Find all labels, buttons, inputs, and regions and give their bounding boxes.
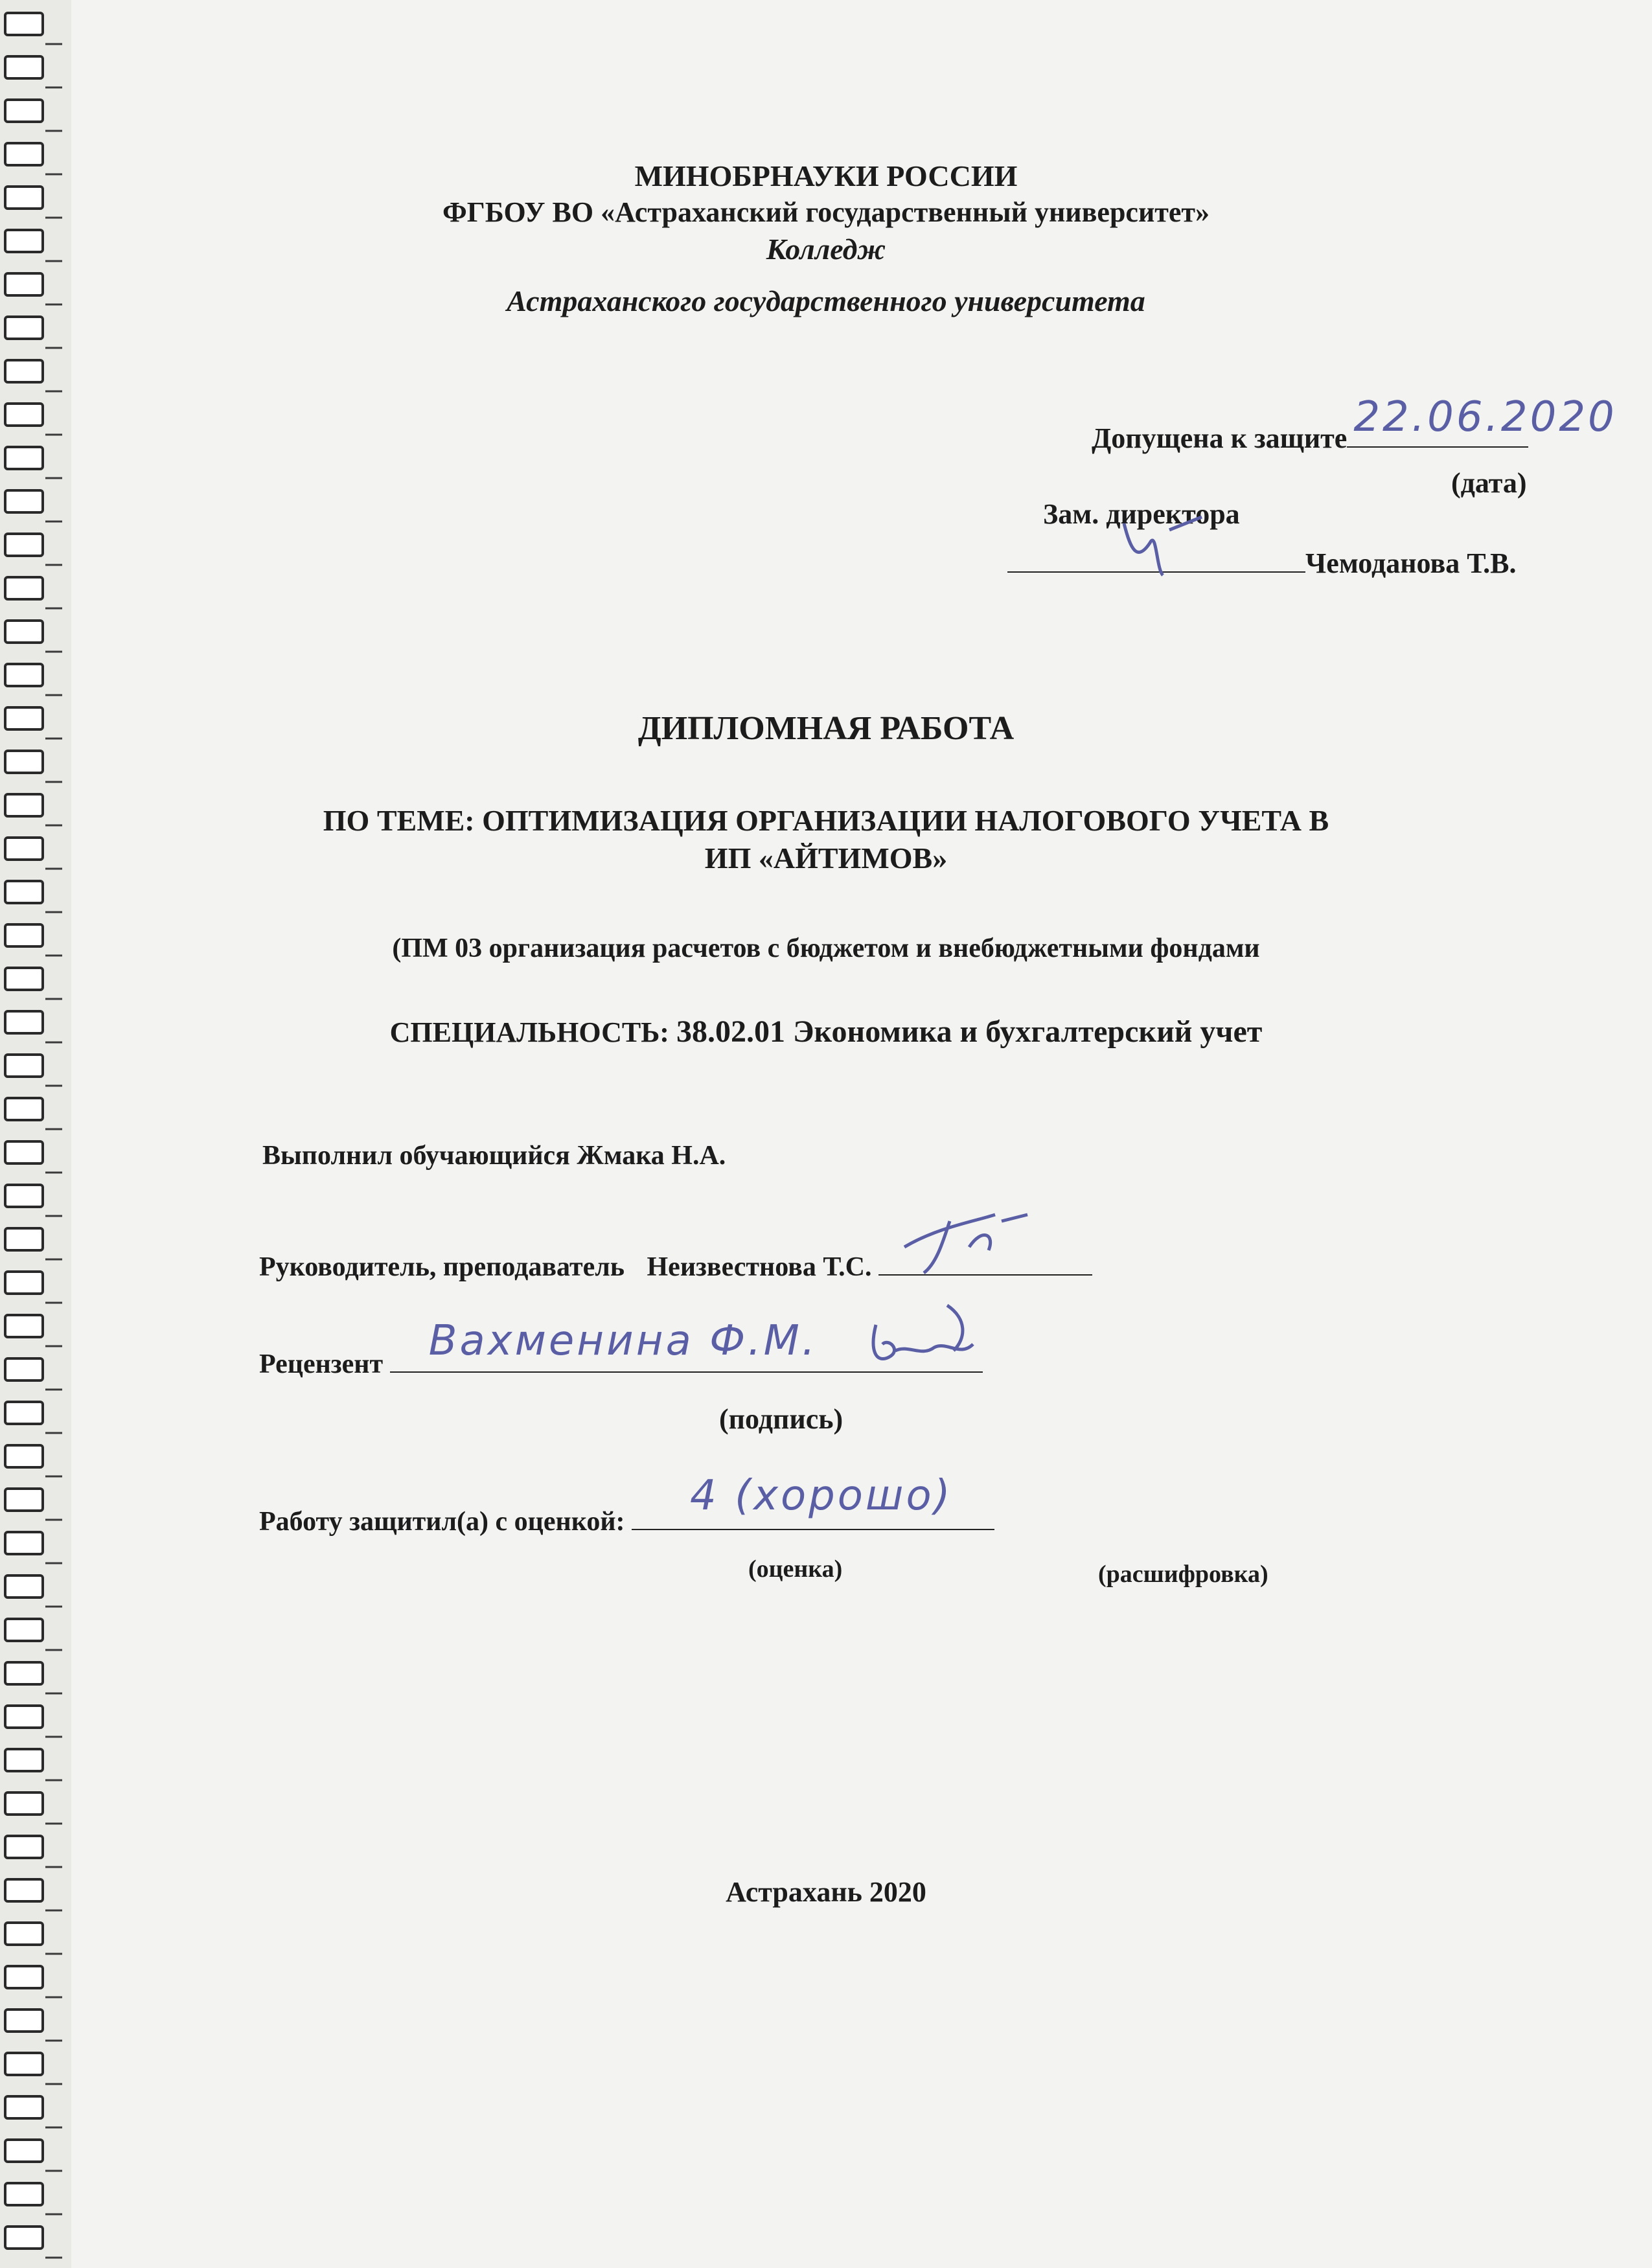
signature-caption: (подпись) [719, 1403, 843, 1435]
ministry-heading: МИНОБРНАУКИ РОССИИ [634, 159, 1018, 192]
binding-ring [5, 1706, 43, 1728]
binding-ring [5, 881, 43, 903]
deputy-signature-icon [1111, 504, 1228, 582]
reviewer-label: Рецензент [259, 1349, 384, 1379]
admitted-to-defense [1092, 393, 1617, 455]
binding-ring [5, 664, 43, 686]
binding-ring [5, 1098, 43, 1120]
college-line-1: Колледж [766, 233, 886, 266]
supervisor-row [259, 1247, 1092, 1283]
binding-ring [5, 1793, 43, 1815]
binding-ring [5, 1272, 43, 1294]
binding-ring [5, 1141, 43, 1163]
topic-line-1: ПО ТЕМЕ: ОПТИМИЗАЦИЯ ОРГАНИЗАЦИИ НАЛОГОВОГО УЧЕТА В [323, 804, 1329, 837]
grade-handwritten: 4 (хорошо) [690, 1472, 953, 1520]
binding-ring [5, 534, 43, 556]
binding-ring [5, 751, 43, 773]
binding-ring [5, 1749, 43, 1771]
supervisor-signature-icon [898, 1202, 1053, 1279]
professional-module: (ПМ 03 организация расчетов с бюджетом и внебюджетными фондами [392, 934, 1260, 963]
university-name: ФГБОУ ВО «Астраханский государственный университет» [442, 196, 1210, 228]
defense-row [259, 1472, 994, 1537]
topic-line-2: ИП «АЙТИМОВ» [704, 842, 948, 875]
binding-ring [5, 2010, 43, 2032]
binding-ring [5, 621, 43, 643]
specialty-label: СПЕЦИАЛЬНОСТЬ: [389, 1016, 669, 1048]
date-caption: (дата) [1451, 467, 1527, 499]
binding-ring [5, 1575, 43, 1598]
binding-ring [5, 447, 43, 469]
binding-ring [5, 1315, 43, 1337]
binding-ring [5, 968, 43, 990]
college-line-2: Астраханского государственного университета [507, 284, 1145, 317]
admitted-date-handwritten: 22.06.2020 [1353, 393, 1617, 441]
grade-caption: (оценка) [748, 1555, 843, 1583]
binding-ring [5, 1662, 43, 1684]
grade-line [632, 1472, 994, 1530]
city-year: Астрахань 2020 [726, 1876, 926, 1908]
binding-ring [5, 2183, 43, 2205]
binding-ring [5, 2140, 43, 2162]
deputy-name: Чемоданова Т.В. [1305, 547, 1517, 579]
reviewer-signature-line [390, 1317, 983, 1373]
decode-caption: (расшифровка) [1098, 1561, 1268, 1588]
reviewer-signature-icon [863, 1299, 992, 1377]
reviewer-row [259, 1317, 983, 1380]
specialty-value: 38.02.01 Экономика и бухгалтерский учет [676, 1014, 1263, 1049]
binding-ring [5, 577, 43, 599]
binding-ring [5, 1619, 43, 1641]
supervisor-name: Неизвестнова Т.С. [647, 1252, 872, 1282]
admitted-date-line [1347, 393, 1617, 448]
deputy-signature-line [1007, 543, 1305, 573]
binding-ring [5, 2096, 43, 2118]
binding-ring [5, 13, 43, 35]
defense-label: Работу защитил(а) с оценкой: [259, 1507, 625, 1537]
binding-ring [5, 1532, 43, 1554]
binding-ring [5, 1358, 43, 1380]
student: Выполнил обучающийся Жмака Н.А. [262, 1141, 726, 1171]
binding-ring [5, 490, 43, 512]
binding-ring [5, 1185, 43, 1207]
binding-ring [5, 1228, 43, 1250]
binding-ring [5, 404, 43, 426]
deputy-signature-row [1007, 543, 1517, 580]
deputy-title: Зам. директора [1043, 498, 1240, 530]
binding-ring [5, 1966, 43, 1988]
binding-ring [5, 2227, 43, 2249]
binding-ring [5, 360, 43, 382]
supervisor-signature-line [878, 1247, 1092, 1276]
binding-ring [5, 1402, 43, 1424]
admitted-label: Допущена к защите [1092, 422, 1348, 454]
binding-ring [5, 1836, 43, 1858]
specialty [0, 1014, 1652, 1049]
binding-ring [5, 1923, 43, 1945]
binding-ring [5, 56, 43, 78]
supervisor-label: Руководитель, преподаватель [259, 1252, 625, 1282]
binding-strip [0, 0, 71, 2268]
binding-ring [5, 100, 43, 122]
binding-ring [5, 2053, 43, 2075]
work-type: ДИПЛОМНАЯ РАБОТА [637, 710, 1015, 747]
binding-ring [5, 1489, 43, 1511]
binding-ring [5, 1055, 43, 1077]
binding-ring [5, 1445, 43, 1467]
reviewer-name-handwritten: Вахменина Ф.М. [428, 1317, 818, 1365]
binding-ring [5, 317, 43, 339]
